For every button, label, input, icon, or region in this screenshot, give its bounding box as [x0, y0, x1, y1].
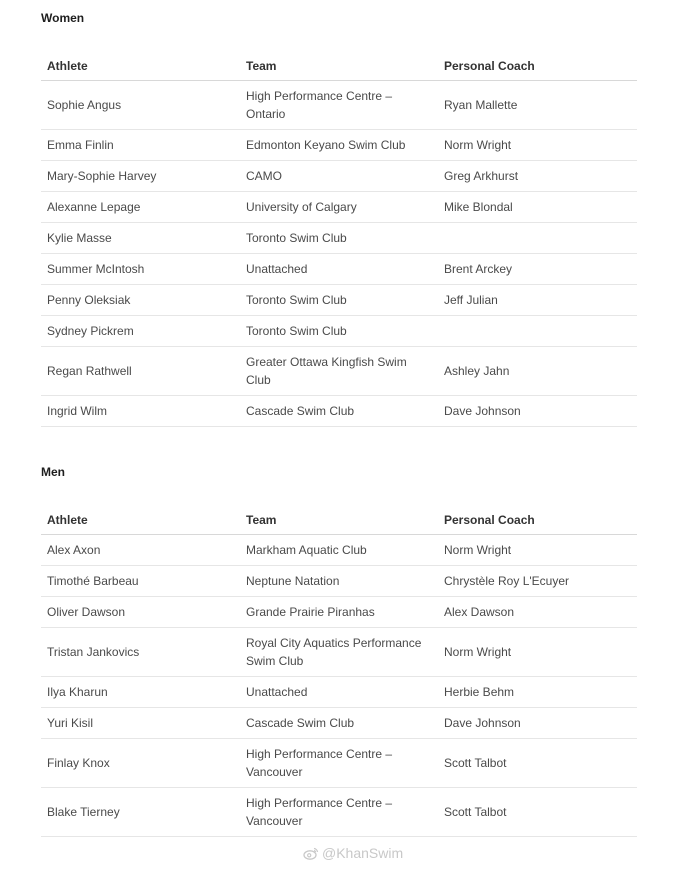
team-cell: High Performance Centre – Vancouver [240, 788, 438, 837]
table-row [41, 130, 637, 161]
athlete-cell: Oliver Dawson [41, 597, 240, 628]
coach-cell: Norm Wright [438, 130, 637, 161]
coach-cell: Herbie Behm [438, 677, 637, 708]
coach-cell: Dave Johnson [438, 708, 637, 739]
athlete-cell: Blake Tierney [41, 788, 240, 837]
table-row [41, 254, 637, 285]
athlete-cell: Ilya Kharun [41, 677, 240, 708]
table-row [41, 347, 637, 396]
women-roster-table [41, 51, 637, 427]
athlete-cell: Yuri Kisil [41, 708, 240, 739]
watermark [303, 845, 403, 861]
table-row [41, 316, 637, 347]
table-row [41, 223, 637, 254]
watermark-text: @KhanSwim [322, 845, 404, 861]
coach-cell: Dave Johnson [438, 396, 637, 427]
athlete-cell: Ingrid Wilm [41, 396, 240, 427]
athlete-cell: Alexanne Lepage [41, 192, 240, 223]
table-row [41, 535, 637, 566]
athlete-cell: Regan Rathwell [41, 347, 240, 396]
team-cell: Markham Aquatic Club [240, 535, 438, 566]
coach-cell: Jeff Julian [438, 285, 637, 316]
table-row [41, 285, 637, 316]
section-title-men: Men [41, 465, 65, 479]
athlete-cell: Alex Axon [41, 535, 240, 566]
team-cell: Toronto Swim Club [240, 285, 438, 316]
table-header-row [41, 51, 637, 81]
athlete-cell: Emma Finlin [41, 130, 240, 161]
column-header-coach: Personal Coach [438, 51, 637, 81]
team-cell: High Performance Centre – Vancouver [240, 739, 438, 788]
team-cell: CAMO [240, 161, 438, 192]
coach-cell: Brent Arckey [438, 254, 637, 285]
table-row [41, 708, 637, 739]
athlete-cell: Tristan Jankovics [41, 628, 240, 677]
team-cell: Unattached [240, 677, 438, 708]
coach-cell: Chrystèle Roy L'Ecuyer [438, 566, 637, 597]
table-row [41, 81, 637, 130]
athlete-cell: Summer McIntosh [41, 254, 240, 285]
coach-cell: Ryan Mallette [438, 81, 637, 130]
athlete-cell: Sydney Pickrem [41, 316, 240, 347]
athlete-cell: Mary-Sophie Harvey [41, 161, 240, 192]
table-row [41, 597, 637, 628]
team-cell: Toronto Swim Club [240, 316, 438, 347]
coach-cell [438, 223, 637, 254]
athlete-cell: Finlay Knox [41, 739, 240, 788]
table-row [41, 566, 637, 597]
coach-cell: Greg Arkhurst [438, 161, 637, 192]
team-cell: Edmonton Keyano Swim Club [240, 130, 438, 161]
team-cell: Unattached [240, 254, 438, 285]
coach-cell: Mike Blondal [438, 192, 637, 223]
athlete-cell: Sophie Angus [41, 81, 240, 130]
team-cell: University of Calgary [240, 192, 438, 223]
table-row [41, 192, 637, 223]
coach-cell: Norm Wright [438, 535, 637, 566]
table-row [41, 396, 637, 427]
team-cell: Cascade Swim Club [240, 396, 438, 427]
men-roster-table [41, 505, 637, 837]
weibo-icon [303, 846, 319, 860]
team-cell: Royal City Aquatics Performance Swim Club [240, 628, 438, 677]
coach-cell: Ashley Jahn [438, 347, 637, 396]
coach-cell [438, 316, 637, 347]
team-cell: Cascade Swim Club [240, 708, 438, 739]
table-row [41, 788, 637, 837]
team-cell: High Performance Centre – Ontario [240, 81, 438, 130]
athlete-cell: Kylie Masse [41, 223, 240, 254]
table-row [41, 628, 637, 677]
table-row [41, 161, 637, 192]
team-cell: Neptune Natation [240, 566, 438, 597]
coach-cell: Alex Dawson [438, 597, 637, 628]
column-header-athlete: Athlete [41, 505, 240, 535]
column-header-team: Team [240, 505, 438, 535]
athlete-cell: Timothé Barbeau [41, 566, 240, 597]
table-header-row [41, 505, 637, 535]
athlete-cell: Penny Oleksiak [41, 285, 240, 316]
team-cell: Toronto Swim Club [240, 223, 438, 254]
coach-cell: Scott Talbot [438, 788, 637, 837]
table-row [41, 739, 637, 788]
column-header-athlete: Athlete [41, 51, 240, 81]
table-row [41, 677, 637, 708]
column-header-coach: Personal Coach [438, 505, 637, 535]
coach-cell: Norm Wright [438, 628, 637, 677]
section-title-women: Women [41, 11, 85, 25]
column-header-team: Team [240, 51, 438, 81]
team-cell: Greater Ottawa Kingfish Swim Club [240, 347, 438, 396]
coach-cell: Scott Talbot [438, 739, 637, 788]
team-cell: Grande Prairie Piranhas [240, 597, 438, 628]
